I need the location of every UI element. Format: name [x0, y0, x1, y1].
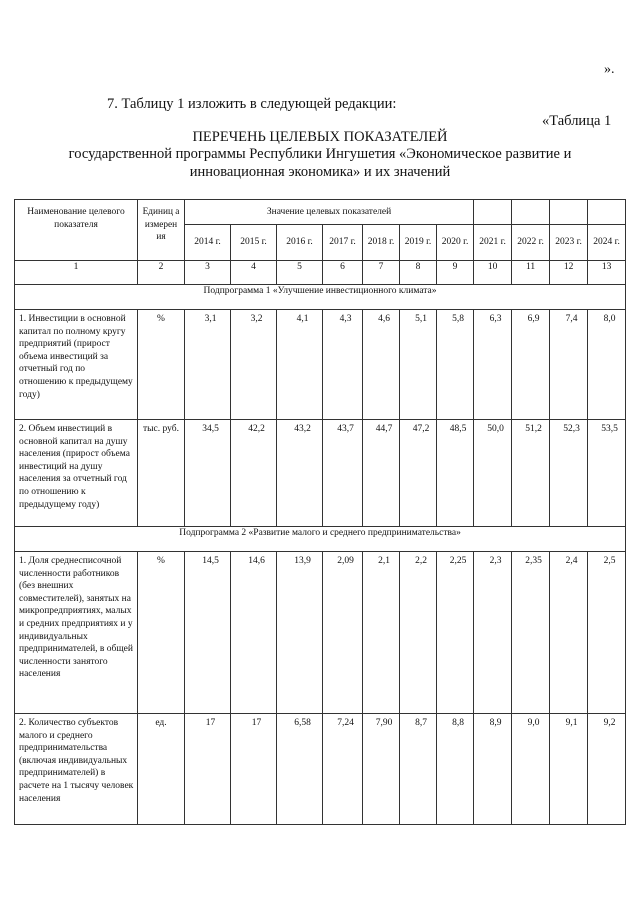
header-empty-cell	[588, 200, 626, 225]
subprogram-2-title: Подпрограмма 2 «Развитие малого и среднего предпринимательства»	[15, 527, 626, 552]
column-number: 11	[512, 261, 550, 285]
indicator-value: 2,2	[400, 552, 437, 714]
indicator-value: 34,5	[185, 420, 231, 527]
indicator-value: 5,8	[437, 310, 474, 420]
indicator-value: 8,7	[400, 714, 437, 825]
indicator-value: 9,2	[588, 714, 626, 825]
indicator-value: 50,0	[474, 420, 512, 527]
subtitle-line-2: инновационная экономика» и их значений	[189, 163, 451, 180]
column-number: 7	[363, 261, 400, 285]
indicator-value: 2,3	[474, 552, 512, 714]
table-row	[15, 714, 626, 825]
header-empty-cell	[474, 200, 512, 225]
indicator-value: 14,6	[231, 552, 277, 714]
indicator-value: 3,1	[185, 310, 231, 420]
column-number: 10	[474, 261, 512, 285]
amendment-instruction: 7. Таблицу 1 изложить в следующей редакции:	[107, 96, 397, 112]
indicator-value: 4,3	[323, 310, 363, 420]
indicator-value: 7,4	[550, 310, 588, 420]
header-year: 2022 г.	[512, 225, 550, 261]
table-row	[15, 552, 626, 714]
column-number: 6	[323, 261, 363, 285]
indicator-value: 17	[185, 714, 231, 825]
header-empty-cell	[512, 200, 550, 225]
indicator-value: 6,9	[512, 310, 550, 420]
indicator-value: 52,3	[550, 420, 588, 527]
indicator-unit: ед.	[138, 714, 185, 825]
column-number: 3	[185, 261, 231, 285]
header-year: 2016 г.	[277, 225, 323, 261]
column-number: 5	[277, 261, 323, 285]
subprogram-2-row	[15, 527, 626, 552]
document-subtitle	[20, 146, 620, 181]
header-indicator-name: Наименование целевого показателя	[15, 200, 138, 261]
column-number: 4	[231, 261, 277, 285]
column-number-row	[15, 261, 626, 285]
indicator-value: 9,0	[512, 714, 550, 825]
indicator-value: 2,5	[588, 552, 626, 714]
indicator-name: 2. Количество субъектов малого и среднего предпринимательства (включая индивидуальных предпринимателей) в расчете на 1 тысячу человек населения	[15, 714, 138, 825]
indicator-value: 2,4	[550, 552, 588, 714]
indicator-value: 8,9	[474, 714, 512, 825]
indicators-table	[14, 199, 626, 825]
indicator-value: 6,58	[277, 714, 323, 825]
indicator-value: 17	[231, 714, 277, 825]
header-year: 2014 г.	[185, 225, 231, 261]
indicator-value: 51,2	[512, 420, 550, 527]
header-year: 2015 г.	[231, 225, 277, 261]
indicator-value: 14,5	[185, 552, 231, 714]
indicator-value: 7,90	[363, 714, 400, 825]
indicator-value: 6,3	[474, 310, 512, 420]
header-year: 2021 г.	[474, 225, 512, 261]
indicator-value: 44,7	[363, 420, 400, 527]
header-year: 2024 г.	[588, 225, 626, 261]
subtitle-line-1: государственной программы Республики Ингушетия «Экономическое развитие и	[68, 146, 572, 162]
indicator-value: 3,2	[231, 310, 277, 420]
indicator-name: 1. Инвестиции в основной капитал по полному кругу предприятий (прирост объема инвестиций за отчетный год по отношению к предыдущему году)	[15, 310, 138, 420]
indicator-value: 2,09	[323, 552, 363, 714]
indicator-unit: %	[138, 552, 185, 714]
subprogram-1-row	[15, 285, 626, 310]
header-unit: Единиц а измерен ия	[138, 200, 185, 261]
indicator-value: 2,1	[363, 552, 400, 714]
header-year: 2023 г.	[550, 225, 588, 261]
indicator-value: 42,2	[231, 420, 277, 527]
table-header-row	[15, 200, 626, 225]
indicator-value: 43,2	[277, 420, 323, 527]
header-year: 2020 г.	[437, 225, 474, 261]
document-title: ПЕРЕЧЕНЬ ЦЕЛЕВЫХ ПОКАЗАТЕЛЕЙ	[192, 129, 448, 145]
indicator-value: 53,5	[588, 420, 626, 527]
column-number: 8	[400, 261, 437, 285]
indicator-unit: %	[138, 310, 185, 420]
subprogram-1-title: Подпрограмма 1 «Улучшение инвестиционного климата»	[15, 285, 626, 310]
indicator-value: 2,35	[512, 552, 550, 714]
header-year: 2017 г.	[323, 225, 363, 261]
indicator-value: 5,1	[400, 310, 437, 420]
indicator-name: 1. Доля среднесписочной численности работников (без внешних совместителей), занятых на микропредприятиях, малых и средних предприятиях и у индивидуальных предпринимателей, в общей численности занятого населения	[15, 552, 138, 714]
indicator-value: 48,5	[437, 420, 474, 527]
table-row	[15, 420, 626, 527]
column-number: 12	[550, 261, 588, 285]
indicator-value: 8,0	[588, 310, 626, 420]
header-empty-cell	[550, 200, 588, 225]
indicator-unit: тыс. руб.	[138, 420, 185, 527]
indicator-name: 2. Объем инвестиций в основной капитал на душу населения (прирост объема инвестиций на душу населения за отчетный год по отношению к предыдущему году)	[15, 420, 138, 527]
indicator-value: 2,25	[437, 552, 474, 714]
indicator-value: 8,8	[437, 714, 474, 825]
indicator-value: 13,9	[277, 552, 323, 714]
indicator-value: 9,1	[550, 714, 588, 825]
indicator-value: 4,1	[277, 310, 323, 420]
header-values-group: Значение целевых показателей	[185, 200, 474, 225]
indicator-value: 7,24	[323, 714, 363, 825]
table-row	[15, 310, 626, 420]
table-label: «Таблица 1	[542, 113, 612, 129]
column-number: 2	[138, 261, 185, 285]
header-year: 2018 г.	[363, 225, 400, 261]
indicator-value: 4,6	[363, 310, 400, 420]
column-number: 9	[437, 261, 474, 285]
column-number: 1	[15, 261, 138, 285]
closing-quote-mark: ».	[604, 62, 615, 77]
indicator-value: 47,2	[400, 420, 437, 527]
indicator-value: 43,7	[323, 420, 363, 527]
header-year: 2019 г.	[400, 225, 437, 261]
column-number: 13	[588, 261, 626, 285]
